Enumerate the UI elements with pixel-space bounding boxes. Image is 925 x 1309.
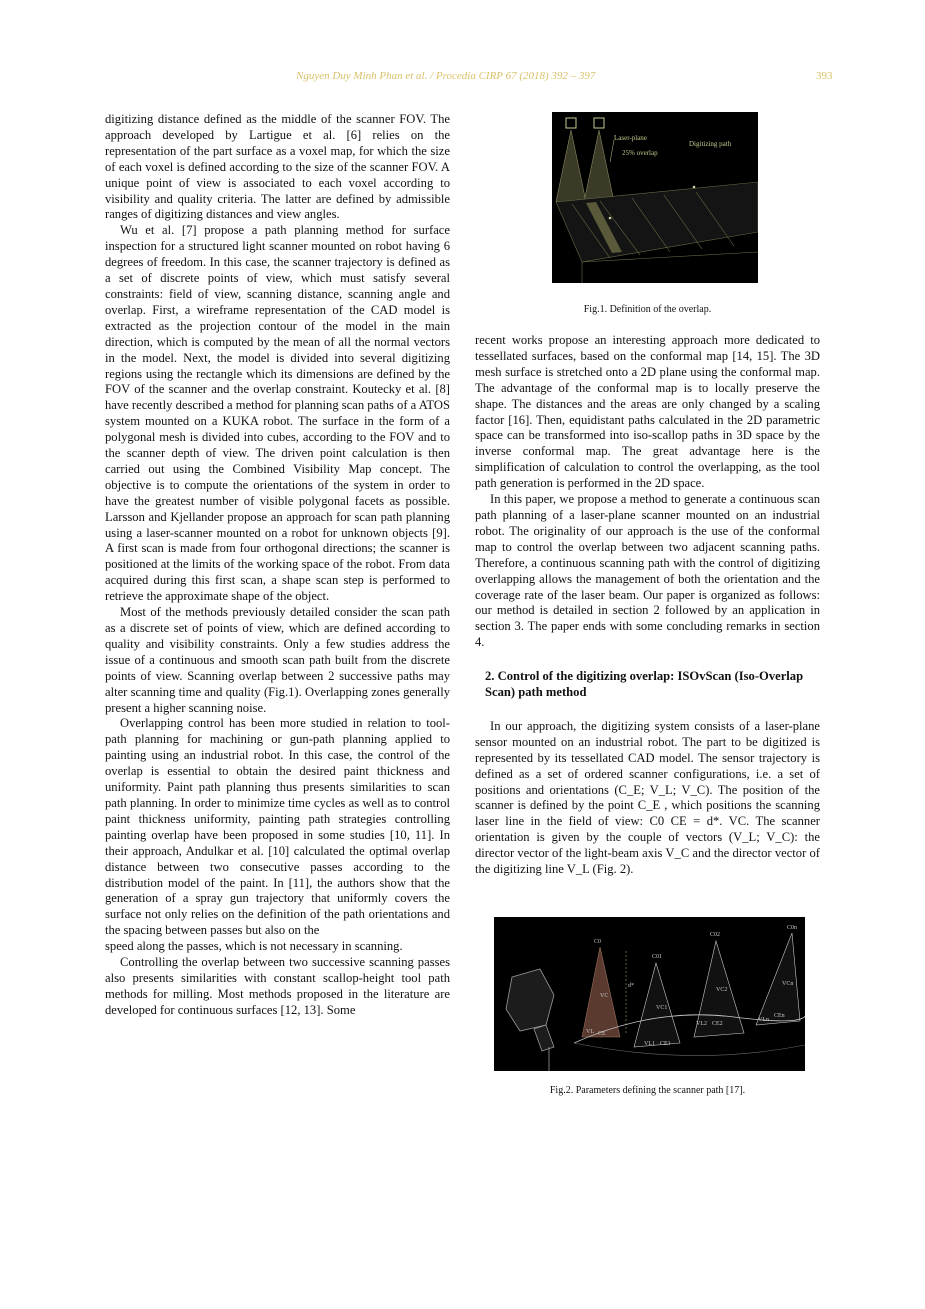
label-c0n: C0n xyxy=(787,925,798,931)
figure-2-scanner-path-diagram xyxy=(494,917,805,1071)
label-ce1: CE1 xyxy=(660,1041,671,1047)
label-ce2: CE2 xyxy=(712,1021,723,1027)
label-c0: C0 xyxy=(594,939,602,945)
label-digitizing-path: Digitizing path xyxy=(689,140,732,148)
paragraph: digitizing distance defined as the middle of the scanner FOV. The approach developed by Lartigue et al. [6] relies on the representation of the part surface as a voxel map, for which the size of each voxel is defined according to the size of the scanner FOV. A unique point of view is associated to each voxel according to visibility and quality criteria. The latter are defined by admissible ranges of digitizing distances and view angles. xyxy=(105,112,450,222)
paragraph: speed along the passes, which is not necessary in scanning. xyxy=(105,939,403,954)
right-column xyxy=(475,333,820,878)
label-vl: VL xyxy=(586,1029,594,1035)
label-overlap: 25% overlap xyxy=(622,149,658,157)
label-vl2: VL2 xyxy=(696,1021,707,1027)
label-vcn: VCn xyxy=(782,981,794,987)
label-vc1: VC1 xyxy=(656,1005,668,1011)
running-header xyxy=(0,70,925,86)
label-cen: CEn xyxy=(774,1013,785,1019)
label-vln: VLn xyxy=(758,1017,769,1023)
figure-2-caption: Fig.2. Parameters defining the scanner path [17]. xyxy=(549,1085,746,1096)
paragraph: In this paper, we propose a method to generate a continuous scan path planning of a laser-plane scanner mounted on an industrial robot. The originality of our approach is the use of the conformal map to control the overlap between two adjacent scanning paths. Therefore, a continuous scanning path with the control of digitizing overlapping allows the management of both the orientation and the coverage rate of the laser beam. Our paper is organized as follows: our method is detailed in section 2 followed by an application in section 3. The paper ends with some concluding remarks in section 4. xyxy=(475,492,820,650)
paragraph: Overlapping control has been more studied in relation to tool-path planning for machining or gun-path planning applied to painting using an industrial robot. In this case, the control of the overlap is essential to obtain the desired paint thickness and uniformity. Paint path planning thus presents similarities to scan path planning. In order to minimize time cycles as well as to control paint thickness uniformity, painting path strategies controlling painting overlap have been proposed in some studies [10, 11]. In their approach, Andulkar et al. [10] calculated the optimal overlap distance between two consecutive passes according to the distribution model of the paint. In [11], the authors show that the generation of a spray gun trajectory that uniformly covers the surface not only relies on the definition of the path orientations and the spacing between passes but also on the xyxy=(105,716,450,938)
label-ce: CE xyxy=(598,1031,606,1037)
label-c02: C02 xyxy=(710,932,721,938)
journal-citation: Nguyen Duy Minh Phan et al. / Procedia CIRP 67 (2018) 392 – 397 xyxy=(296,70,596,82)
label-vc: VC xyxy=(600,993,609,999)
paragraph: Wu et al. [7] propose a path planning method for surface inspection for a structured light scanner mounted on robot having 6 degrees of freedom. In this case, the scanner trajectory is defined as a set of discrete points of view, which must satisfy several constraints: field of view, scanning distance, scanning angle and overlap. First, a wireframe representation of the CAD model is extracted as the projection contour of the model in the main direction, which is computed by the mean of all the normal vectors in the model. Next, the model is divided into several digitizing regions using the rectangle which its dimensions are defined by the FOV of the scanner and the overlap constraint. Koutecky et al. [8] have recently described a method for planning scan paths of a ATOS system mounted on a KUKA robot. The surface in the form of a polygonal mesh is divided into cubes, according to the FOV and to the scanner depth of view. The driven point calculation is then carried out using the Combined Visibility Map concept. The objective is to compute the orientations of the system in order to have the greatest number of visible polygonal facets as possible. Larsson and Kjellander propose an approach for scan path planning using a laser-scanner mounted on a robot for unknown objects [9]. A first scan is made from four orthogonal directions; the scanner is positioned at the limits of the working space of the robot. From data acquired during this first scan, a shape scan step is performed to retrieve the approximate shape of the object. xyxy=(105,223,450,604)
label-vl1: VL1 xyxy=(644,1041,655,1047)
figure-1-overlap-diagram xyxy=(552,112,758,283)
figure-1-caption: Fig.1. Definition of the overlap. xyxy=(583,304,712,315)
label-d-star: d* xyxy=(628,983,634,989)
page-number: 393 xyxy=(816,70,833,82)
paragraph: Controlling the overlap between two successive scanning passes also presents similarities with constant scallop-height tool path methods for milling. Most methods proposed in the literature are developed for continuous surfaces [12, 13]. Some xyxy=(105,955,450,1017)
section-heading: 2. Control of the digitizing overlap: ISOvScan (Iso-Overlap Scan) path method xyxy=(485,669,804,700)
label-vc2: VC2 xyxy=(716,987,728,993)
label-c01: C01 xyxy=(652,954,663,960)
left-column xyxy=(105,112,450,1019)
label-laser-plane: Laser-plane xyxy=(614,134,647,142)
paragraph: In our approach, the digitizing system consists of a laser-plane sensor mounted on an industrial robot. The part to be digitized is represented by its tessellated CAD model. The sensor trajectory is defined as a set of ordered scanner configurations, i.e. a set of positions and orientations (C_E; V_L; V_C). The position of the scanner is defined by the point C_E , which positions the scanning laser line in the field of view: C0 CE = d*. VC. The scanner orientation is given by the couple of vectors (V_L; V_C): the director vector of the light-beam axis V_C and the director vector of the digitizing line V_L (Fig. 2). xyxy=(475,718,820,877)
paragraph: Most of the methods previously detailed consider the scan path as a discrete set of points of view, which are defined according to quality and visibility constraints. Only a few studies address the issue of a continuous and smooth scan path built from the discrete points of view. Scanning overlap between 2 successive paths may alter scanning time and quality (Fig.1). Overlapping zones generally present a higher scanning noise. xyxy=(105,605,450,715)
paragraph: recent works propose an interesting approach more dedicated to tessellated surfaces, based on the conformal map [14, 15]. The 3D mesh surface is stretched onto a 2D plane using the conformal map. The advantage of the conformal map is to locally preserve the shape. The distances and the areas are only changed by a scaling factor [16]. Then, equidistant paths calculated in the 2D parametric space can be transformed into iso-scallop paths in 3D space by the inverse conformal map. The great advantage here is the simplification of calculation to control the overlapping, as the tool path generation is performed in the 2D space. xyxy=(475,333,820,491)
